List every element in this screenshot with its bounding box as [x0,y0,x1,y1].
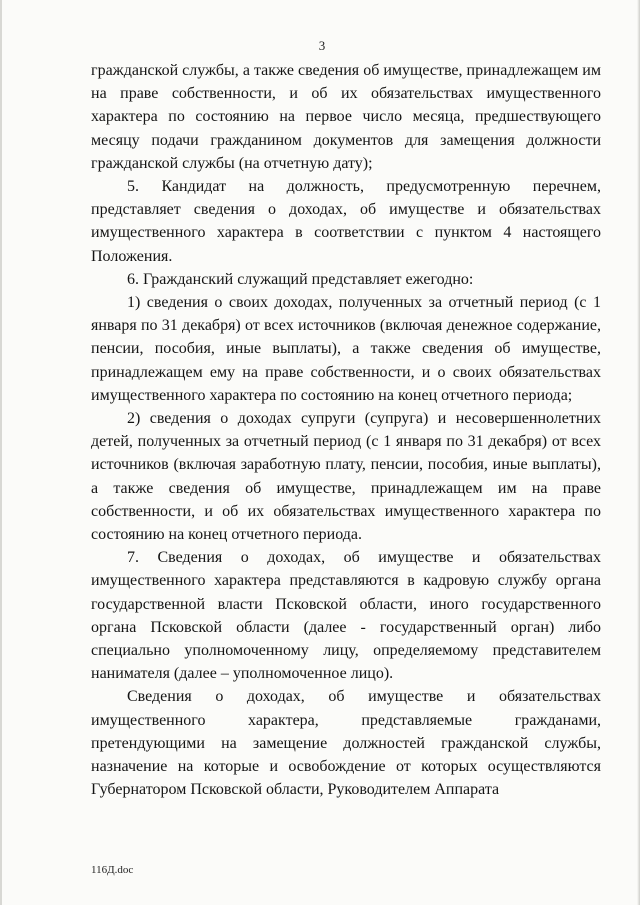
paragraph: 5. Кандидат на должность, предусмотренную перечнем, представляет сведения о доходах, об имуществе и обязательствах имущественного характера в соответствии с пунктом 4 настоящего Положения. [91,178,601,265]
paragraph: 2) сведения о доходах супруги (супруга) и несовершеннолетних детей, полученных за отчетный период (с 1 января по 31 декабря) от всех источников (включая заработную плату, пенсии, пособия, иные выплаты), а также сведения об имуществе, принадлежащем им на праве собственности, и об их обязательствах имущественного характера по состоянию на конец отчетного периода. [91,410,601,544]
paragraph: 6. Гражданский служащий представляет ежегодно: [127,270,474,288]
paragraph: 1) сведения о своих доходах, полученных за отчетный период (с 1 января по 31 декабря) от всех источников (включая денежное содержание, пенсии, пособия, иные выплаты), а также сведения об имуществе, принадлежащем ему на праве собственности, и о своих обязательствах имущественного характера по состоянию на конец отчетного периода; [91,294,601,404]
page-number: 3 [318,38,326,53]
body-text [91,59,601,802]
paragraph: Сведения о доходах, об имуществе и обязательствах имущественного характера, представляемые гражданами, претендующими на замещение должностей гражданской службы, назначение на которые и освобождение от которых осуществляются Губернатором Псковской области, Руководителем Аппарата [91,688,601,799]
file-name-footer: 116Д.doc [91,864,134,876]
paragraph: гражданской службы, а также сведения об имуществе, принадлежащем им на праве собственности, и об их обязательствах имущественного характера по состоянию на первое число месяца, предшествующего месяцу подачи гражданином документов для замещения должности гражданской службы (на отчетную дату); [91,62,601,172]
paragraph: 7. Сведения о доходах, об имуществе и обязательствах имущественного характера представляются в кадровую службу органа государственной власти Псковской области, иного государственного органа Псковской области (далее - государственный орган) либо специально уполномоченному лицу, определяемому представителем нанимателя (далее – уполномоченное лицо). [91,549,601,683]
